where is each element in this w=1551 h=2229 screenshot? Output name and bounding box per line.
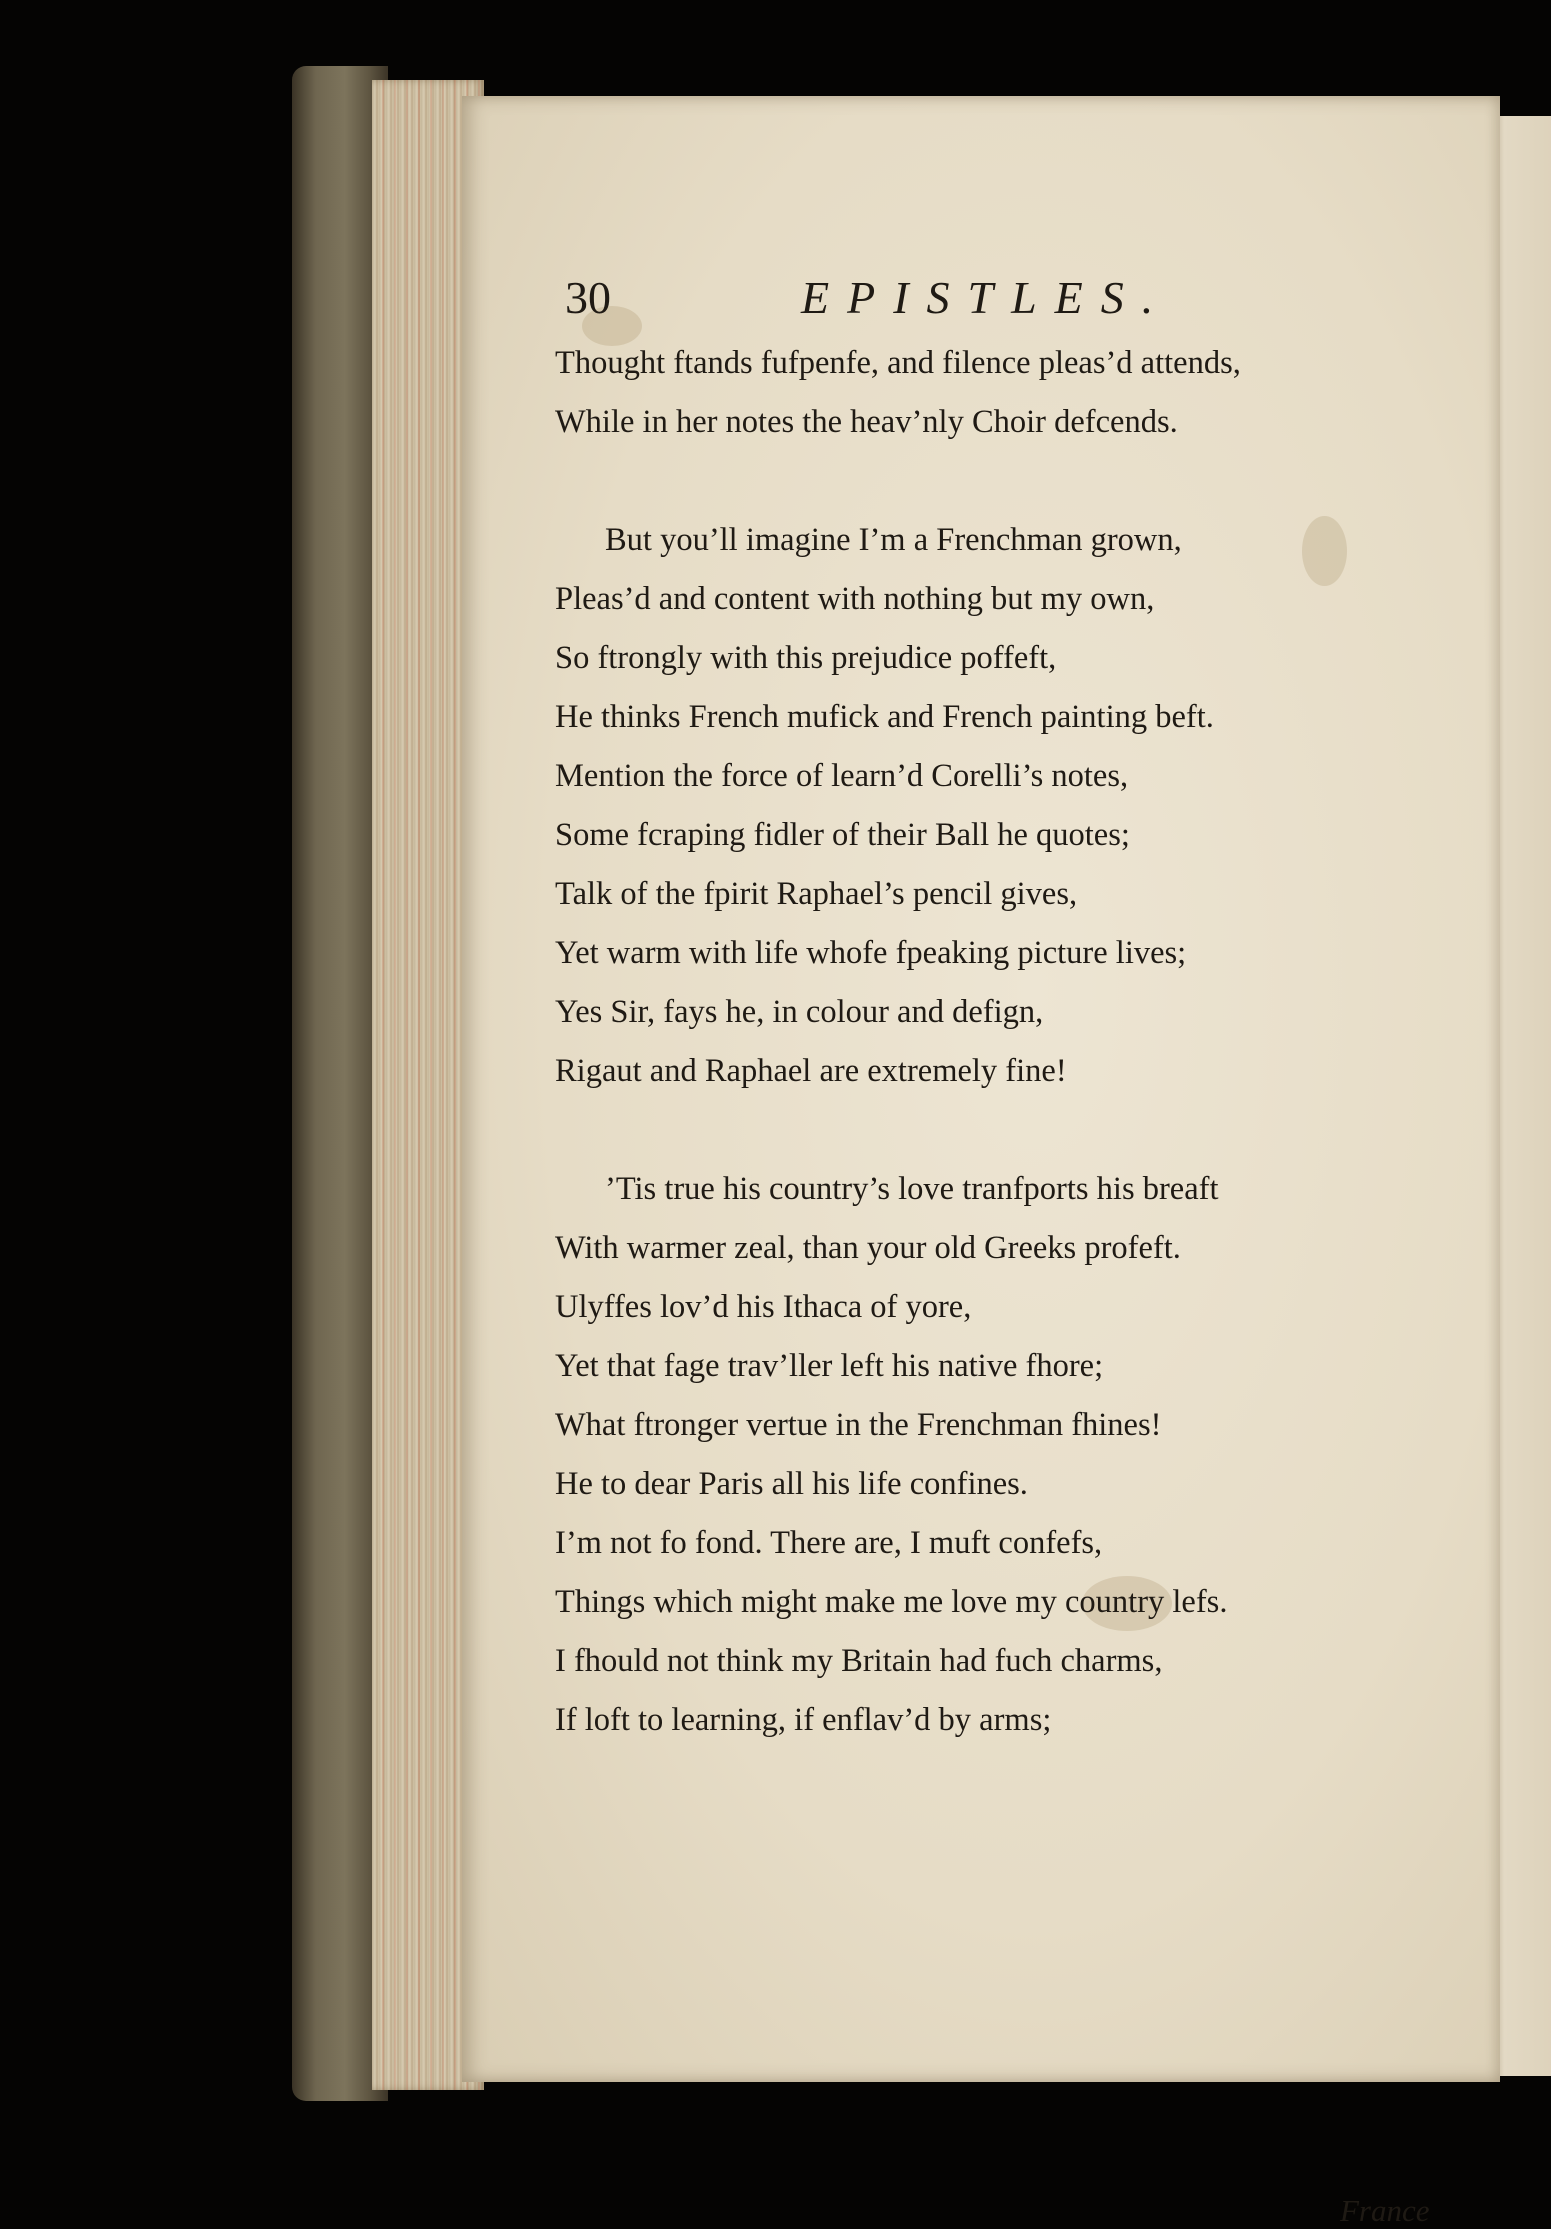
verse-line: Yes Sir, fays he, in colour and defign, [555, 994, 1044, 1030]
page-number: 30 [565, 272, 611, 323]
verse-line: Yet warm with life whofe fpeaking picture lives; [555, 935, 1187, 971]
verse-line: What ftronger vertue in the Frenchman fhines! [555, 1407, 1162, 1443]
verse-line: Pleas’d and content with nothing but my own, [555, 581, 1155, 617]
catchword: France [1340, 2193, 1430, 2228]
verse-line: Yet that fage trav’ller left his native fhore; [555, 1348, 1104, 1384]
stanza-break [555, 452, 1455, 511]
verse-line: Talk of the fpirit Raphael’s pencil gives, [555, 876, 1078, 912]
verse-line: He to dear Paris all his life confines. [555, 1466, 1028, 1502]
running-title: EPISTLES. [801, 272, 1172, 323]
stanza-break [555, 1101, 1455, 1160]
verse-line: If loft to learning, if enflav’d by arms; [555, 1702, 1052, 1738]
verse-line: Thought ftands fufpenfe, and filence pleas’d attends, [555, 345, 1241, 381]
running-head [555, 262, 1455, 334]
verse-line: I’m not fo fond. There are, I muft confefs, [555, 1525, 1103, 1561]
verse-line: Some fcraping fidler of their Ball he quotes; [555, 817, 1130, 853]
verse-line: ’Tis true his country’s love tranfports his breaft [605, 1171, 1219, 1207]
poem-body [555, 334, 1455, 1750]
verse-line: He thinks French mufick and French painting beft. [555, 699, 1214, 735]
verse-line: But you’ll imagine I’m a Frenchman grown, [605, 522, 1182, 558]
verse-line: Rigaut and Raphael are extremely fine! [555, 1053, 1067, 1089]
verse-line: I fhould not think my Britain had fuch charms, [555, 1643, 1163, 1679]
verse-line: So ftrongly with this prejudice poffeft, [555, 640, 1057, 676]
verse-line: Mention the force of learn’d Corelli’s notes, [555, 758, 1129, 794]
verse-line: With warmer zeal, than your old Greeks profeft. [555, 1230, 1181, 1266]
page-text [555, 262, 1455, 1750]
verse-line: Things which might make me love my country lefs. [555, 1584, 1228, 1620]
verse-line: While in her notes the heav’nly Choir defcends. [555, 404, 1178, 440]
verse-line: Ulyffes lov’d his Ithaca of yore, [555, 1289, 972, 1325]
